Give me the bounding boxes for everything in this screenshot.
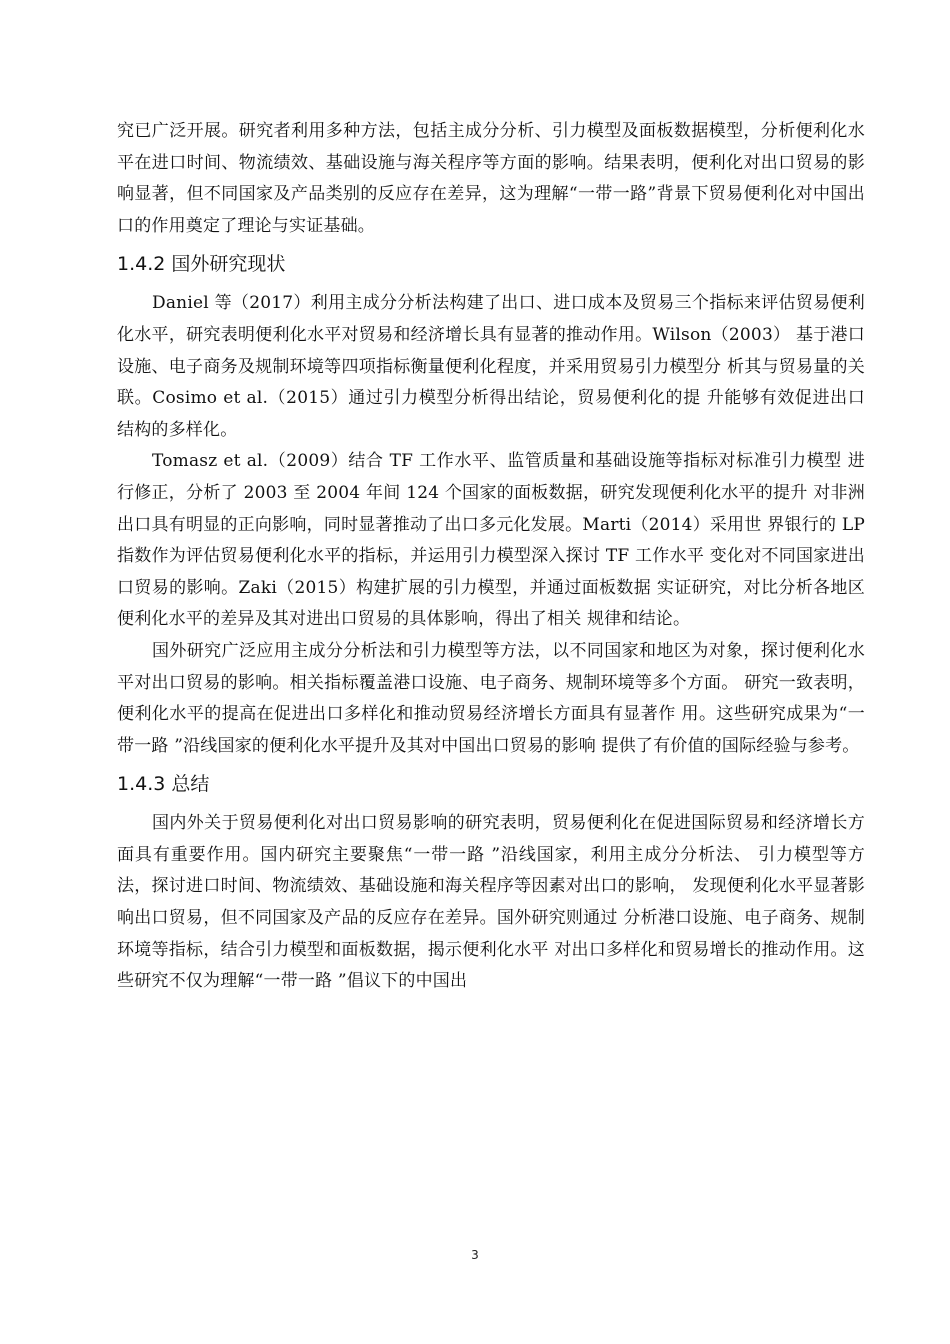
section-heading-1-4-3: 1.4.3 总结	[117, 773, 210, 796]
paragraph-foreign-research-1: Daniel 等（2017）利用主成分分析法构建了出口、进口成本及贸易三个指标来评估贸易便利化水平，研究表明便利化水平对贸易和经济增长具有显著的推动作用。Wilson（2003） 基于港口设施、电子商务及规制环境等四项指标衡量便利化程度，并采用贸易引力模型分 析其与贸易量的关联。Cosimo et al.（2015）通过引力模型分析得出结论，贸易便利化的提 升能够有效促进出口结构的多样化。	[117, 293, 865, 440]
paragraph-foreign-research-3: 国外研究广泛应用主成分分析法和引力模型等方法，以不同国家和地区为对象，探讨便利化水平对出口贸易的影响。相关指标覆盖港口设施、电子商务、规制环境等多个方面。 研究一致表明，便利化水平的提高在促进出口多样化和推动贸易经济增长方面具有显著作 用。这些研究成果为“一带一路 ”沿线国家的便利化水平提升及其对中国出口贸易的影响 提供了有价值的国际经验与参考。	[117, 640, 865, 756]
intro-paragraph: 究已广泛开展。研究者利用多种方法，包括主成分分析、引力模型及面板数据模型，分析便利化水平在进口时间、物流绩效、基础设施与海关程序等方面的影响。结果表明，便利化对出口贸易的影响显著，但不同国家及产品类别的反应存在差异，这为理解“一带一路”背景下贸易便利化对中国出口的作用奠定了理论与实证基础。	[117, 121, 865, 236]
document-page	[117, 116, 865, 998]
paragraph-summary: 国内外关于贸易便利化对出口贸易影响的研究表明，贸易便利化在促进国际贸易和经济增长方面具有重要作用。国内研究主要聚焦“一带一路 ”沿线国家，利用主成分分析法、 引力模型等方法，探讨进口时间、物流绩效、基础设施和海关程序等因素对出口的影响， 发现便利化水平显著影响出口贸易，但不同国家及产品的反应存在差异。国外研究则通过 分析港口设施、电子商务、规制环境等指标，结合引力模型和面板数据，揭示便利化水平 对出口多样化和贸易增长的推动作用。这些研究不仅为理解“一带一路 ”倡议下的中国出	[117, 813, 865, 992]
section-heading-1-4-2: 1.4.2 国外研究现状	[117, 253, 286, 276]
page-number: 3	[471, 1248, 479, 1262]
paragraph-foreign-research-2: Tomasz et al.（2009）结合 TF 工作水平、监管质量和基础设施等指标对标准引力模型 进行修正，分析了 2003 至 2004 年间 124 个国家的面板数据，研究发现便利化水平的提升 对非洲出口具有明显的正向影响，同时显著推动了出口多元化发展。Marti（2014）采用世 界银行的 LP 指数作为评估贸易便利化水平的指标，并运用引力模型深入探讨 TF 工作水平 变化对不同国家进出口贸易的影响。Zaki（2015）构建扩展的引力模型，并通过面板数据 实证研究，对比分析各地区便利化水平的差异及其对进出口贸易的具体影响，得出了相关 规律和结论。	[117, 451, 865, 630]
